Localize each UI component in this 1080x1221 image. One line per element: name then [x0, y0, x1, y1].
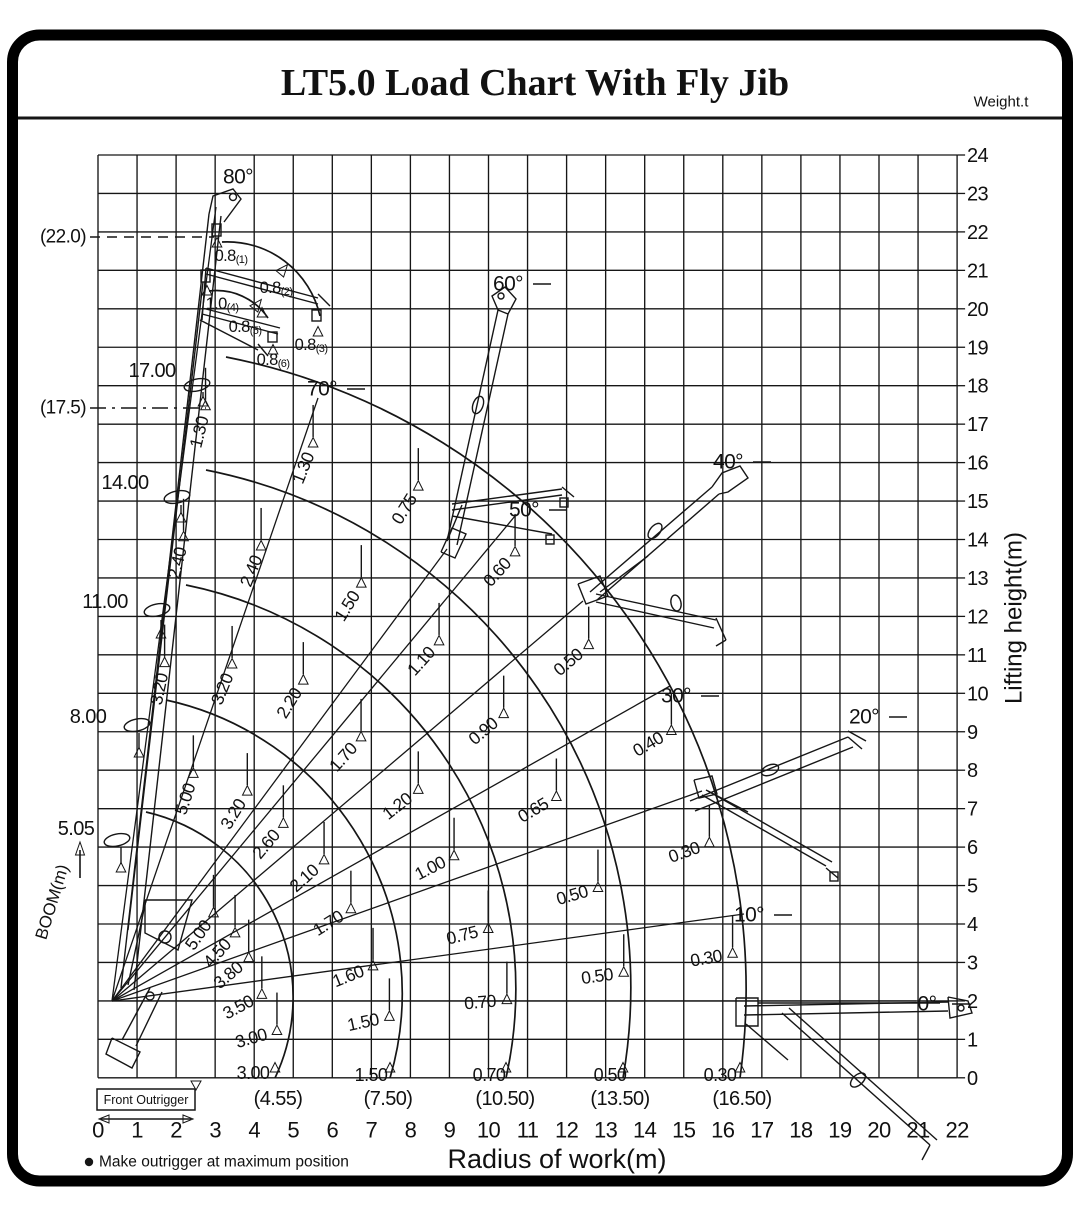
x-tick-label: 6 [326, 1117, 339, 1143]
x-tick-label: 9 [443, 1117, 456, 1143]
x-tick-label: 2 [170, 1117, 182, 1143]
crane-20deg-line [690, 737, 848, 801]
y-tick-label: 4 [967, 914, 978, 936]
load-value-label: 1.30 [287, 449, 319, 487]
load-point-marker [299, 675, 309, 685]
crane-40deg-line [716, 618, 726, 640]
load-point-marker [434, 635, 444, 645]
load-value-label: 0.30 [688, 945, 724, 971]
load-value-label: 2.40 [235, 552, 267, 590]
max-radius-label: (10.50) [475, 1088, 535, 1110]
y-tick-label: 13 [967, 567, 989, 590]
load-value-label: 5.00 [170, 780, 200, 818]
x-tick-label: 20 [867, 1117, 891, 1143]
load-value-label: 1.50 [354, 1065, 388, 1085]
y-tick-label: 21 [967, 260, 989, 283]
y-tick-label: 16 [967, 452, 989, 475]
crane-60deg-line [447, 310, 498, 541]
load-point-marker [667, 725, 677, 735]
load-value-label: 3.50 [219, 990, 257, 1024]
load-point-marker [728, 948, 738, 958]
y-tick-label: 0 [967, 1067, 978, 1090]
crane-80deg-outline [106, 1038, 140, 1068]
load-point-marker [346, 903, 356, 913]
load-value-label: 2.20 [272, 684, 306, 722]
load-point-marker [449, 850, 459, 860]
y-tick-label: 10 [967, 683, 989, 706]
y-tick-label: 22 [967, 221, 989, 244]
load-point-marker [619, 967, 629, 977]
y-tick-label: 24 [967, 145, 989, 167]
load-value-label: 0.70 [463, 990, 497, 1014]
jib-load-label: $0.8_{(1)}$ [214, 247, 248, 266]
load-value-label: 1.10 [402, 642, 440, 680]
boom-extended-label: (22.0) [39, 226, 86, 248]
boom-length-label: 8.00 [69, 706, 107, 728]
load-value-label: 1.50 [330, 587, 364, 625]
load-point-marker [319, 854, 329, 864]
x-tick-label: 10 [476, 1117, 501, 1143]
crane-40deg-collar [669, 594, 682, 612]
load-value-label: 0.70 [472, 1065, 506, 1085]
crane-40deg-line [597, 494, 719, 600]
weight-unit-label: Weight.t [973, 93, 1029, 111]
load-value-label: 1.50 [345, 1008, 381, 1036]
load-point-marker [279, 818, 289, 828]
angle-label: 20° [849, 705, 879, 729]
crane-0deg-pin [958, 1005, 964, 1011]
x-tick-label: 12 [554, 1117, 579, 1143]
load-value-label: 2.40 [163, 545, 191, 581]
x-tick-label: 17 [750, 1117, 774, 1143]
load-value-label: 3.20 [145, 671, 173, 707]
x-tick-label: 16 [711, 1117, 735, 1143]
y-axis-title: Lifting height(m) [1000, 531, 1028, 705]
load-point-marker [356, 731, 366, 741]
y-tick-label: 11 [967, 644, 987, 667]
y-tick-label: 6 [967, 837, 978, 860]
load-point-marker [735, 1063, 745, 1073]
y-tick-label: 9 [967, 721, 978, 744]
load-value-label: 2.10 [285, 859, 323, 897]
load-value-label: 0.50 [554, 881, 590, 909]
x-tick-label: 11 [516, 1117, 539, 1143]
crane-0deg-line [746, 1024, 788, 1060]
angle-label: 0° [917, 992, 937, 1016]
boom-length-label: 5.05 [57, 818, 95, 840]
load-value-label: 2.60 [248, 825, 284, 863]
load-point-marker [385, 1011, 395, 1021]
angle-label: 70° [307, 377, 337, 401]
load-value-label: 0.50 [549, 644, 587, 680]
load-value-label: 0.75 [387, 490, 421, 528]
load-point-marker [256, 540, 266, 550]
crane-0deg-line [922, 1145, 930, 1160]
y-tick-label: 19 [967, 337, 989, 360]
angle-label: 10° [734, 903, 764, 927]
load-value-label: 1.00 [411, 851, 449, 885]
angle-label: 80° [223, 165, 253, 189]
x-tick-label: 1 [131, 1117, 143, 1143]
max-radius-label: (4.55) [253, 1088, 303, 1110]
crane-40deg-line [600, 556, 648, 592]
max-radius-label: (7.50) [363, 1088, 413, 1110]
x-tick-label: 3 [209, 1117, 221, 1143]
load-point-marker [502, 994, 512, 1004]
load-value-label: 3.20 [206, 670, 238, 708]
y-tick-label: 1 [967, 1029, 978, 1052]
y-tick-label: 5 [967, 875, 978, 898]
load-point-marker [357, 578, 367, 588]
crane-60deg-outline [441, 528, 466, 558]
jib-load-label: $0.8_{(5)}$ [228, 318, 262, 337]
load-value-label: 3.00 [233, 1024, 269, 1052]
load-point-marker [510, 546, 520, 556]
load-point-marker [552, 791, 562, 801]
y-tick-label: 12 [967, 606, 989, 629]
y-tick-label: 23 [967, 183, 989, 206]
crane-20deg-line [708, 791, 832, 862]
crane-80deg-pin [230, 194, 237, 201]
load-value-label: 1.30 [185, 414, 213, 450]
outrigger-note: Make outrigger at maximum position [99, 1153, 349, 1171]
load-point-marker [160, 657, 170, 667]
y-tick-label: 17 [967, 414, 989, 437]
jib-load-label: $0.8_{(3)}$ [294, 336, 328, 355]
bullet-icon [85, 1158, 93, 1166]
load-value-label: 0.40 [629, 727, 667, 761]
load-value-label: 1.70 [309, 906, 347, 940]
x-tick-label: 19 [828, 1117, 852, 1143]
y-tick-label: 20 [967, 298, 989, 321]
load-value-label: 0.75 [444, 921, 480, 949]
crane-60deg-line [562, 487, 574, 497]
load-point-marker [308, 437, 318, 447]
load-point-marker [584, 639, 594, 649]
x-tick-label: 8 [404, 1117, 417, 1143]
x-tick-label: 7 [365, 1117, 378, 1143]
angle-label: 50° [509, 498, 539, 522]
y-tick-label: 2 [967, 990, 978, 1013]
crane-60deg-line [452, 495, 562, 510]
jib-cluster-80deg-line [318, 294, 330, 306]
page-title: LT5.0 Load Chart With Fly Jib [280, 62, 790, 104]
boom-length-label: 17.00 [128, 360, 176, 382]
jib-load-label: $0.8_{(6)}$ [256, 351, 290, 370]
x-tick-label: 5 [287, 1117, 300, 1143]
crane-20deg-line [826, 868, 838, 878]
crane-80deg-collar [103, 831, 131, 848]
angle-label: 60° [493, 272, 523, 296]
load-point-marker [243, 786, 253, 796]
x-tick-label: 4 [248, 1117, 261, 1143]
jib-load-label: $0.8_{(2)}$ [259, 279, 293, 298]
front-outrigger-label: Front Outrigger [103, 1093, 189, 1107]
x-axis-title: Radius of work(m) [447, 1144, 667, 1174]
y-tick-label: 15 [967, 491, 989, 514]
x-tick-label: 18 [789, 1117, 813, 1143]
load-point-marker [313, 327, 323, 337]
load-value-label: 0.90 [464, 713, 502, 749]
angle-label: 30° [661, 684, 691, 708]
crane-20deg-line [695, 747, 853, 811]
load-value-label: 0.30 [703, 1065, 737, 1085]
load-point-marker [414, 481, 424, 491]
load-point-marker [499, 708, 509, 718]
angle-ray-20 [112, 791, 702, 1001]
jib-load-label: $1.0_{(4)}$ [205, 295, 239, 314]
load-value-label: 1.60 [329, 960, 367, 992]
y-tick-label: 7 [967, 798, 978, 821]
load-point-marker [257, 989, 267, 999]
crane-60deg-line [457, 314, 508, 545]
boom-arc-layer [146, 242, 746, 1078]
load-point-marker [272, 1025, 282, 1035]
x-tick-label: 0 [92, 1117, 104, 1143]
y-tick-label: 8 [967, 760, 978, 783]
load-value-label: 0.65 [514, 793, 552, 827]
load-value-label: 3.20 [216, 795, 250, 833]
crane-20deg-line [848, 737, 862, 749]
load-value-label: 0.50 [593, 1065, 627, 1085]
load-value-label: 5.00 [180, 916, 216, 954]
boom-length-label: 11.00 [82, 591, 128, 613]
y-tick-label: 14 [967, 529, 989, 552]
boom-axis-label: BOOM(m) [31, 862, 73, 942]
crane-80deg-line [134, 216, 221, 990]
x-tick-label: 14 [633, 1117, 657, 1143]
crane-60deg [441, 287, 574, 558]
y-tick-label: 18 [967, 375, 989, 398]
load-value-label: 4.50 [198, 934, 236, 972]
load-value-label: 1.20 [378, 788, 416, 824]
x-tick-label: 22 [945, 1117, 969, 1143]
load-point-marker [413, 784, 423, 794]
max-radius-label: (13.50) [590, 1088, 650, 1110]
load-value-label: 3.80 [209, 957, 247, 993]
load-point-marker [593, 882, 603, 892]
load-value-label: 1.70 [324, 738, 362, 776]
crane-40deg-line [596, 602, 714, 628]
chart-frame-border [13, 35, 1068, 1181]
x-tick-label: 13 [594, 1117, 618, 1143]
load-value-label: 0.50 [579, 963, 615, 989]
x-tick-label: 21 [906, 1117, 930, 1143]
load-value-label: 3.00 [236, 1063, 270, 1083]
max-radius-label: (16.50) [712, 1088, 772, 1110]
crane-40deg-line [716, 640, 726, 646]
grid-layer [98, 155, 957, 1078]
crane-20deg-line [702, 795, 826, 866]
angle-label: 40° [713, 450, 743, 474]
load-point-marker [705, 837, 715, 847]
load-value-label: 0.60 [478, 553, 516, 591]
y-tick-label: 3 [967, 952, 978, 975]
load-value-label: 0.30 [665, 837, 703, 867]
boom-length-label: 14.00 [101, 472, 149, 494]
boom-extended-label: (17.5) [39, 397, 86, 419]
crane-0deg-outline [736, 998, 758, 1026]
crane-80deg-collar [183, 376, 211, 393]
x-tick-label: 15 [672, 1117, 696, 1143]
